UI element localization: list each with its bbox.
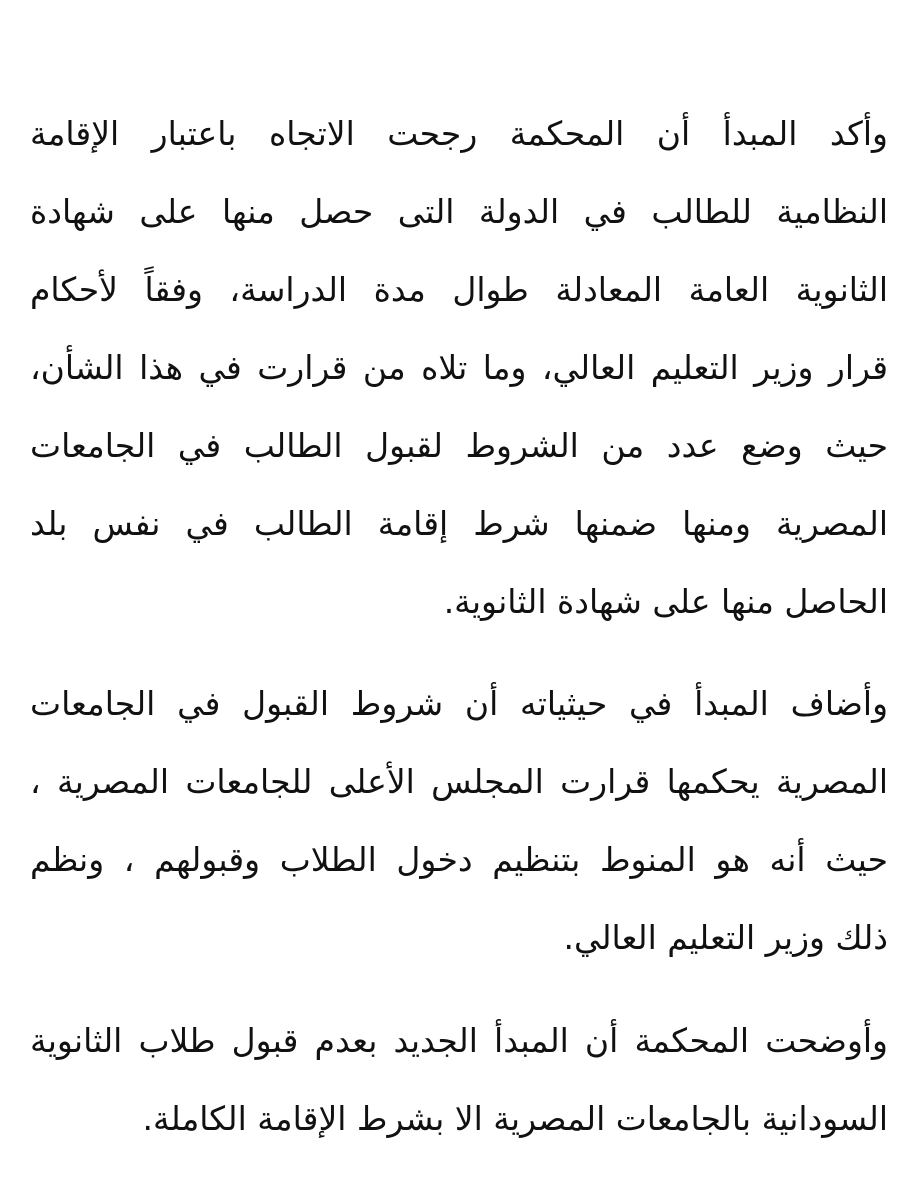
text-line: قرار وزير التعليم العالي، وما تلاه من قرارت في هذا الشأن، bbox=[30, 348, 888, 387]
article-page bbox=[30, 0, 888, 1200]
text-line: الحاصل منها على شهادة الثانوية. bbox=[443, 582, 888, 621]
text-line: حيث أنه هو المنوط بتنظيم دخول الطلاب وقبولهم ، ونظم bbox=[30, 840, 888, 879]
text-line: وأوضحت المحكمة أن المبدأ الجديد بعدم قبول طلاب الثانوية bbox=[30, 1021, 888, 1060]
text-line: وأضاف المبدأ في حيثياته أن شروط القبول في الجامعات bbox=[30, 684, 888, 723]
text-line: السودانية بالجامعات المصرية الا بشرط الإقامة الكاملة. bbox=[142, 1099, 888, 1138]
text-line: ذلك وزير التعليم العالي. bbox=[563, 918, 888, 957]
paragraph-admission-conditions bbox=[30, 665, 888, 977]
text-line: حيث وضع عدد من الشروط لقبول الطالب في الجامعات bbox=[30, 426, 888, 465]
text-line: الثانوية العامة المعادلة طوال مدة الدراسة، وفقاً لأحكام bbox=[30, 270, 888, 309]
text-line: المصرية ومنها ضمنها شرط إقامة الطالب في نفس بلد bbox=[30, 504, 888, 543]
paragraph-court-clarification bbox=[30, 1002, 888, 1158]
text-line: النظامية للطالب في الدولة التى حصل منها على شهادة bbox=[30, 192, 888, 231]
text-line: المصرية يحكمها قرارت المجلس الأعلى للجامعات المصرية ، bbox=[30, 762, 888, 801]
text-line: وأكد المبدأ أن المحكمة رجحت الاتجاه باعتبار الإقامة bbox=[30, 114, 888, 153]
paragraph-principle bbox=[30, 95, 888, 641]
